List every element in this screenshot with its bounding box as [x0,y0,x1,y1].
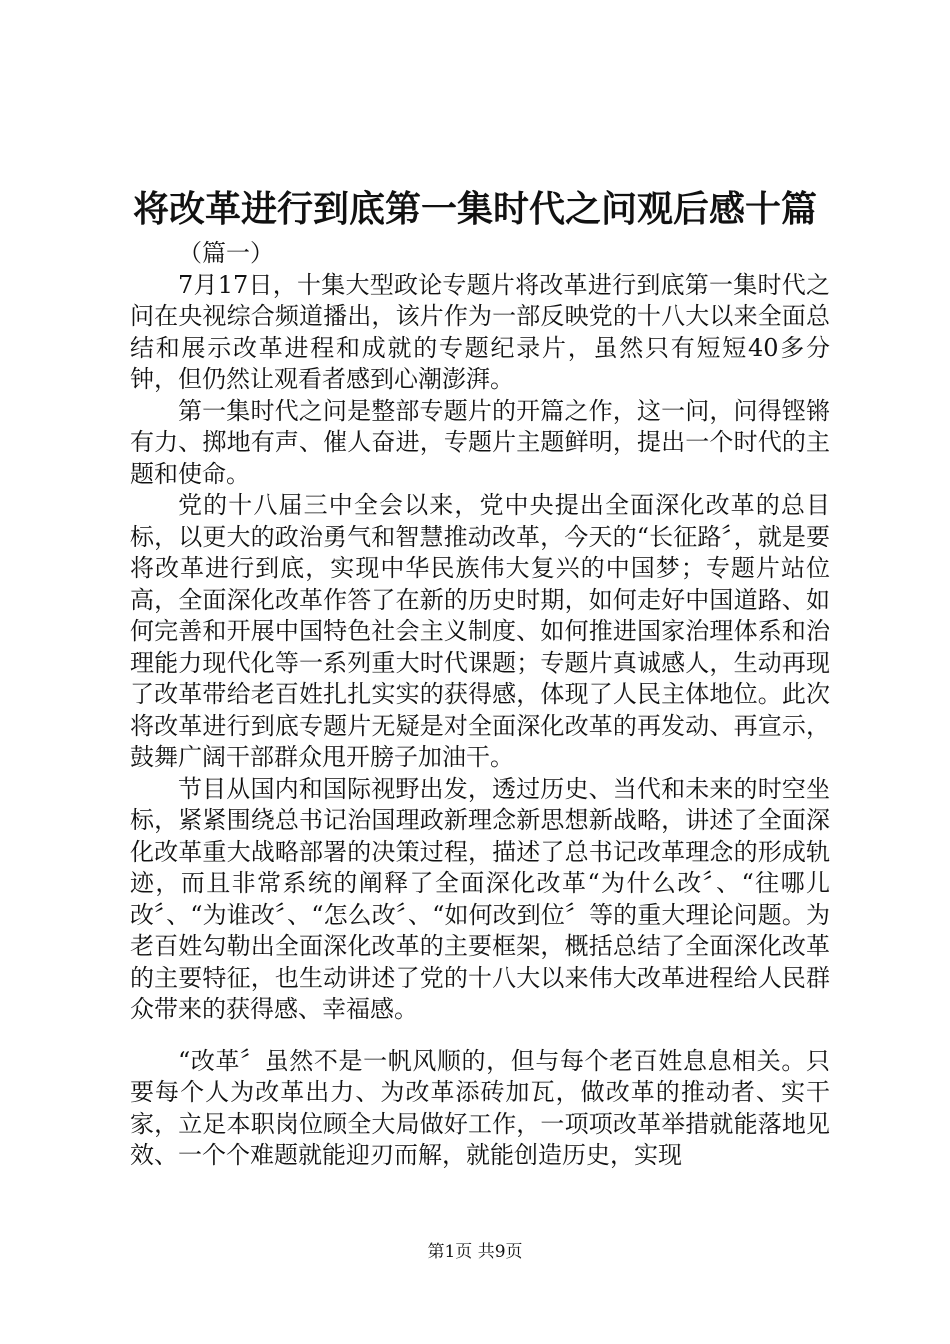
paragraph-4: 节目从国内和国际视野出发，透过历史、当代和未来的时空坐标，紧紧围绕总书记治国理政新理念新思想新战略，讲述了全面深化改革重大战略部署的决策过程，描述了总书记改革理念的形成轨迹，而且非常系统的阐释了全面深化改革“为什么改〞、“往哪儿改〞、“为谁改〞、“怎么改〞、“如何改到位〞等的重大理论问题。为老百姓勾勒出全面深化改革的主要框架，概括总结了全面深化改革的主要特征，也生动讲述了党的十八大以来伟大改革进程给人民群众带来的获得感、幸福感。 [130,774,830,1023]
document-title: 将改革进行到底第一集时代之问观后感十篇 [132,188,817,230]
paragraph-2: 第一集时代之问是整部专题片的开篇之作，这一问，问得铿锵有力、掷地有声、催人奋进，专题片主题鲜明，提出一个时代的主题和使命。 [130,396,830,488]
paragraph-1: 7月17日，十集大型政论专题片将改革进行到底第一集时代之问在央视综合频道播出，该片作为一部反映党的十八大以来全面总结和展示改革进程和成就的专题纪录片，虽然只有短短40多分钟，但仍然让观看者感到心潮澎湃。 [130,270,830,393]
document-body [130,238,830,1172]
paragraph-5: “改革〞虽然不是一帆风顺的，但与每个老百姓息息相关。只要每个人为改革出力、为改革添砖加瓦，做改革的推动者、实干家，立足本职岗位顾全大局做好工作，一项项改革举措就能落地见效、一个个难题就能迎刃而解，就能创造历史，实现 [130,1046,830,1169]
page-number-footer: 第1页 共9页 [427,1242,523,1262]
section-heading: （篇一） [178,239,274,267]
paragraph-3: 党的十八届三中全会以来，党中央提出全面深化改革的总目标，以更大的政治勇气和智慧推动改革，今天的“长征路〞，就是要将改革进行到底，实现中华民族伟大复兴的中国梦；专题片站位高，全面深化改革作答了在新的历史时期，如何走好中国道路、如何完善和开展中国特色社会主义制度、如何推进国家治理体系和治理能力现代化等一系列重大时代课题；专题片真诚感人，生动再现了改革带给老百姓扎扎实实的获得感，体现了人民主体地位。此次将改革进行到底专题片无疑是对全面深化改革的再发动、再宣示，鼓舞广阔干部群众甩开膀子加油干。 [130,491,830,771]
